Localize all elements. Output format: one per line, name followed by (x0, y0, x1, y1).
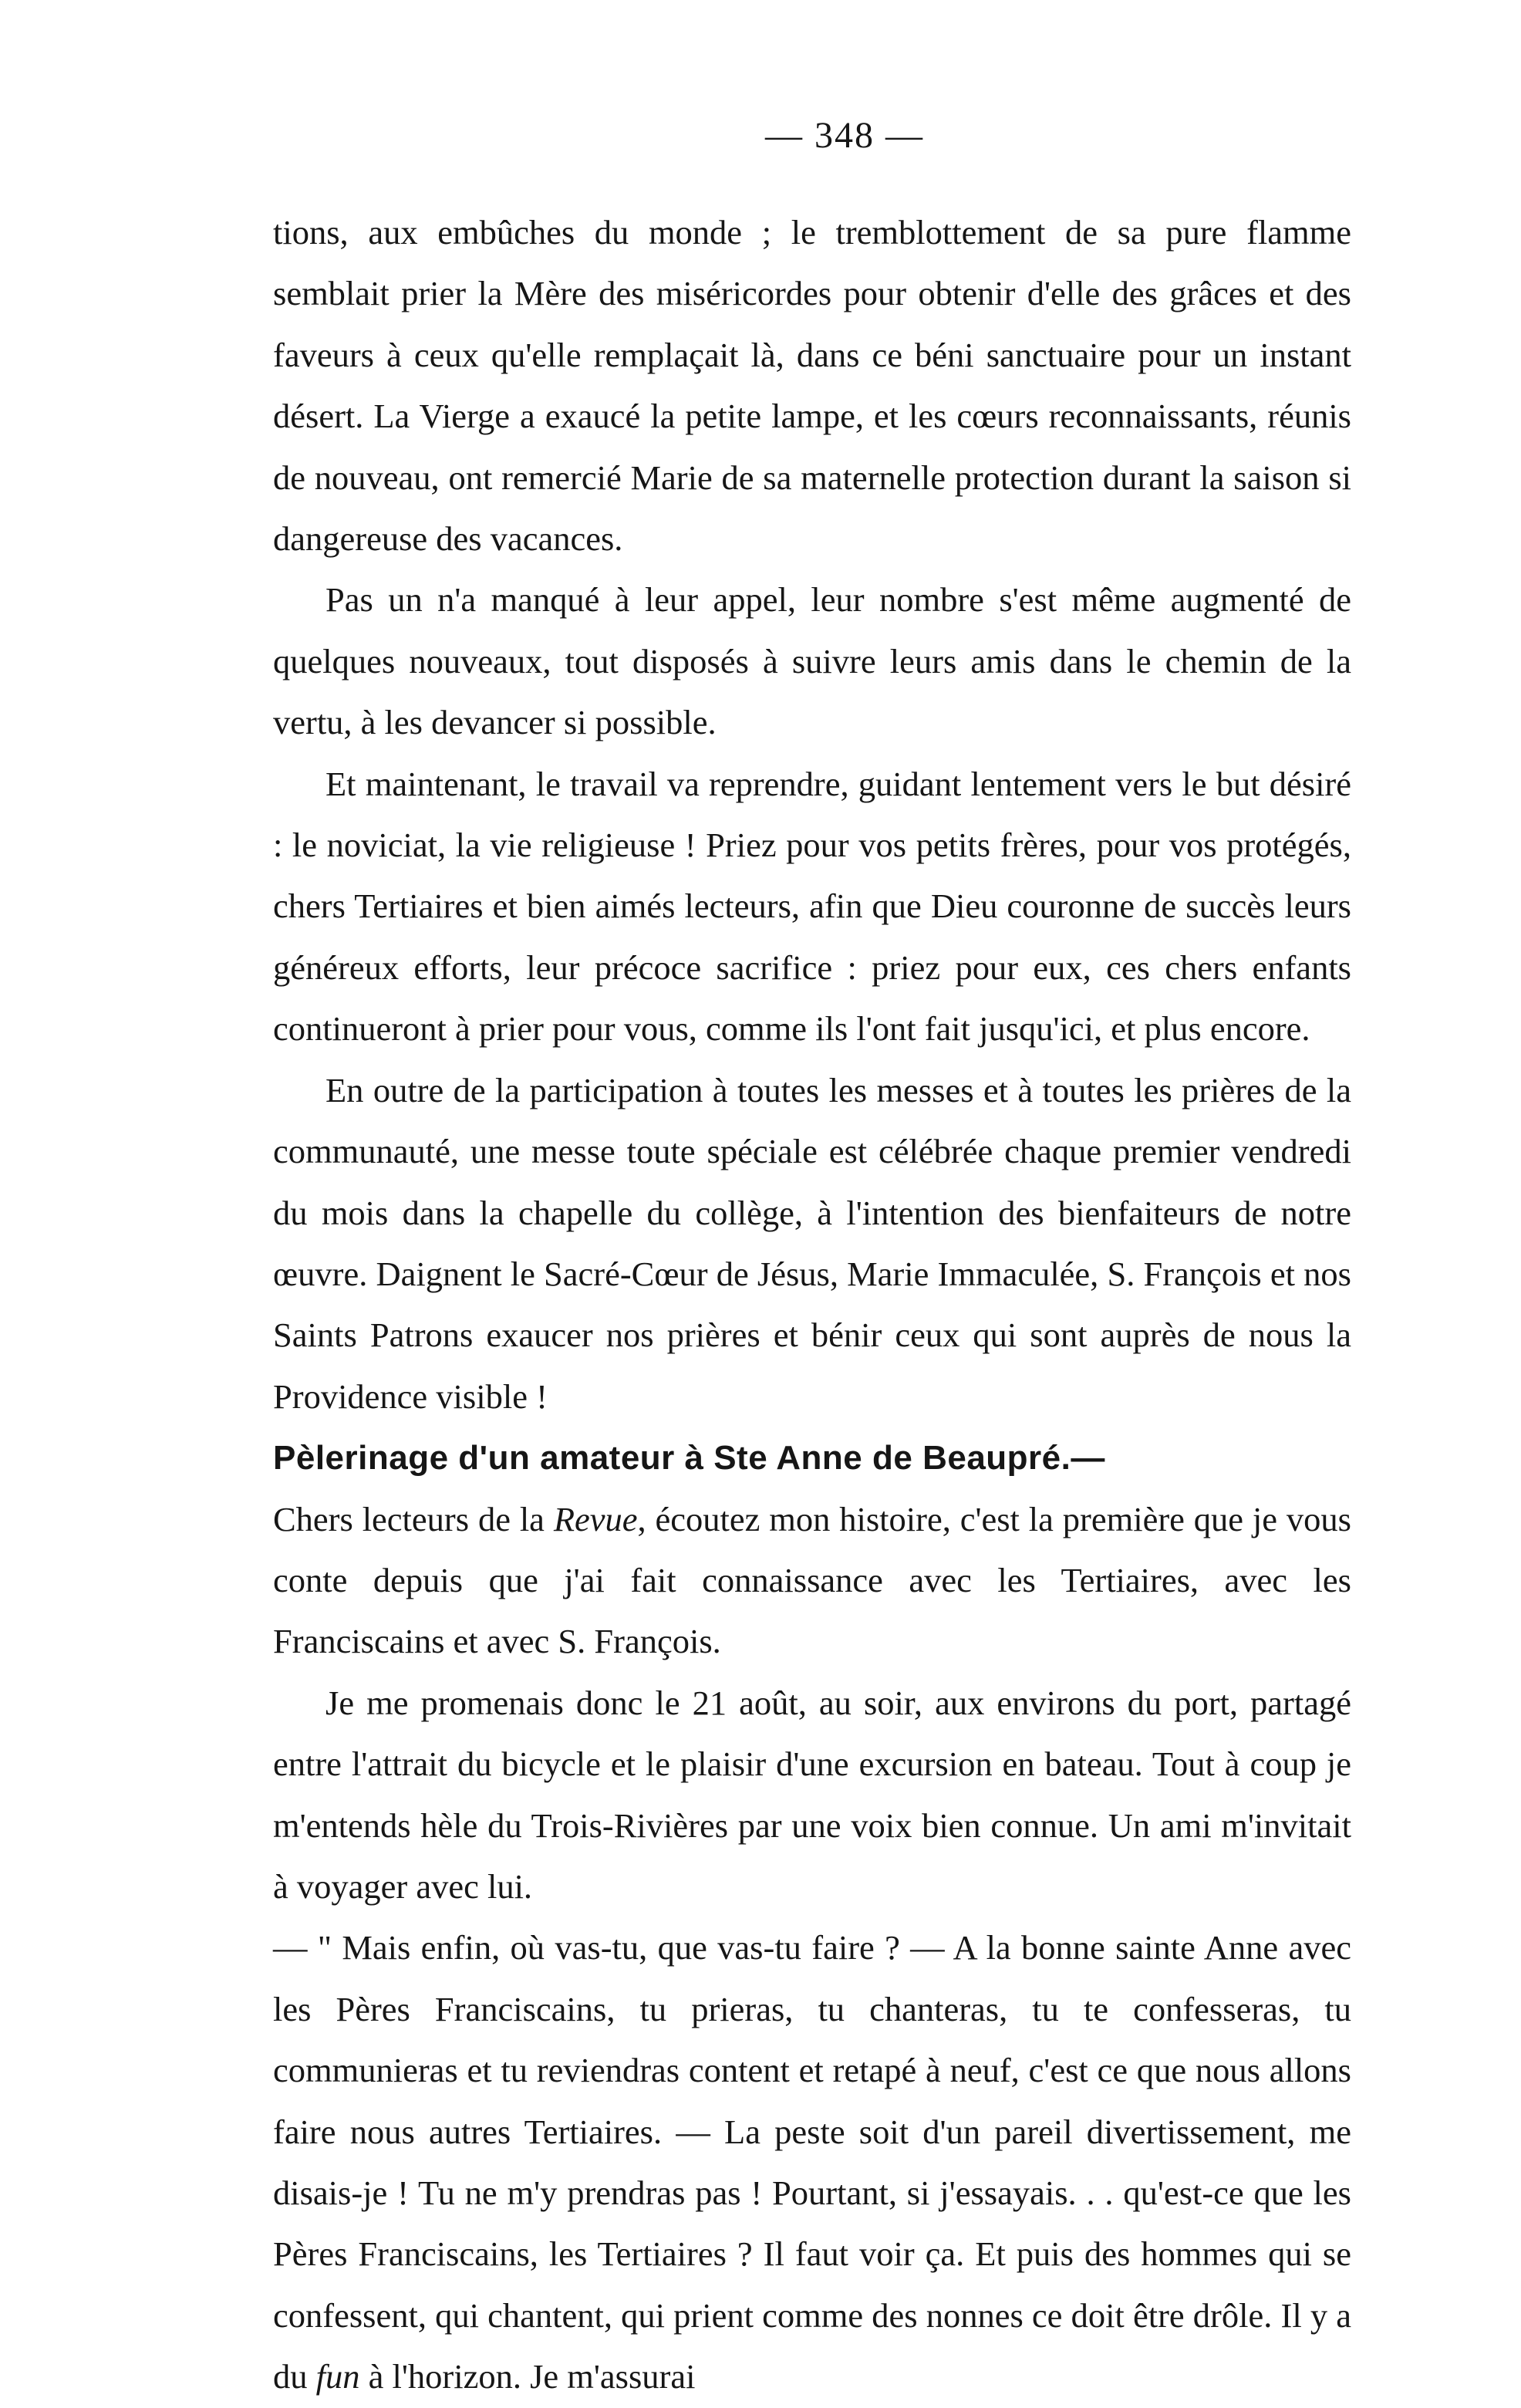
paragraph-7-text-a: — " Mais enfin, où vas-tu, que vas-tu faire ? — A la bonne sainte Anne avec les Pères Franciscains, tu prieras, tu chanteras, tu te confesseras, tu communieras et tu reviendras content et retapé à neuf, c'est ce que nous allons faire nous autres Tertiaires. — La peste soit d'un pareil divertissement, me disais-je ! Tu ne m'y prendras pas ! Pourtant, si j'essayais. . . qu'est-ce que les Pères Franciscains, les Tertiaires ? Il faut voir ça. Et puis des hommes qui se confessent, qui chantent, qui prient comme des nonnes ce doit être drôle. Il y a du (273, 1928, 1351, 2396)
paragraph-7-text-b: à l'horizon. Je m'assurai (359, 2357, 696, 2396)
revue-italic: Revue (553, 1499, 638, 1538)
paragraph-6-text: Je me promenais donc le 21 août, au soir, aux environs du port, partagé entre l'attrait du bicycle et le plaisir d'une excursion en bateau. Tout à coup je m'entends hèle du Trois-Rivières par une voix bien connue. Un ami m'invitait à voyager avec lui. (273, 1683, 1351, 1906)
body-text (273, 202, 1351, 2408)
section-first-text-b: , écoutez mon histoire, c'est la première que je vous conte depuis que j'ai fait connaissance avec les Tertiaires, avec les Franciscains et avec S. François. (273, 1499, 1351, 1661)
section-first-paragraph (273, 1489, 1351, 1673)
section-first-text-a: Chers lecteurs de la (273, 1499, 554, 1538)
page-number: — 348 — (765, 115, 924, 156)
section-heading (273, 1427, 1351, 1488)
section-heading-text: Pèlerinage d'un amateur à Ste Anne de Beaupré.— (273, 1439, 1105, 1478)
paragraph-3: Et maintenant, le travail va reprendre, guidant lentement vers le but désiré : le noviciat, la vie religieuse ! Priez pour vos petits frères, pour vos protégés, chers Tertiaires et bien aimés lecteurs, afin que Dieu couronne de succès leurs généreux efforts, leur précoce sacrifice : priez pour eux, ces chers enfants continueront à prier pour vous, comme ils l'ont fait jusqu'ici, et plus encore. (273, 764, 1351, 1049)
paragraph-2: Pas un n'a manqué à leur appel, leur nombre s'est même augmenté de quelques nouveaux, tout disposés à suivre leurs amis dans le chemin de la vertu, à les devancer si possible. (273, 580, 1351, 742)
paragraph-6 (273, 1673, 1351, 1918)
paragraph-1: tions, aux embûches du monde ; le tremblottement de sa pure flamme semblait prier la Mère des miséricordes pour obtenir d'elle des grâces et des faveurs à ceux qu'elle remplaçait là, dans ce béni sanctuaire pour un instant désert. La Vierge a exaucé la petite lampe, et les cœurs reconnaissants, réunis de nouveau, ont remercié Marie de sa maternelle protection durant la saison si dangereuse des vacances. (273, 213, 1351, 559)
fun-italic: fun (315, 2357, 360, 2396)
paragraph-4: En outre de la participation à toutes les messes et à toutes les prières de la communauté, une messe toute spéciale est célébrée chaque premier vendredi du mois dans la chapelle du collège, à l'intention des bienfaiteurs de notre œuvre. Daignent le Sacré-Cœur de Jésus, Marie Immaculée, S. François et nos Saints Patrons exaucer nos prières et bénir ceux qui sont auprès de nous la Providence visible ! (273, 1070, 1351, 1416)
paragraph-7 (273, 1917, 1351, 2407)
